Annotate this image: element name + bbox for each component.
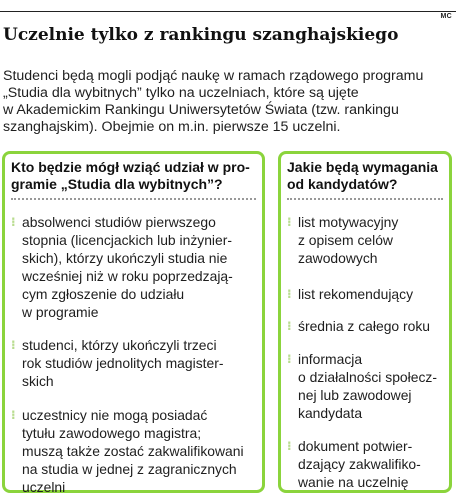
item-line: nej lub zawodowej (298, 387, 412, 403)
intro-line: w Akademickim Rankingu Uniwersytetów Świata (tzw. rankingu (3, 102, 399, 118)
eligibility-list (5, 213, 262, 496)
bullet-icon: ⁝ (11, 215, 16, 229)
list-item (287, 317, 445, 335)
item-line: cym zgłoszenie do udziału (22, 286, 185, 302)
bullet-icon: ⁝ (287, 319, 292, 333)
heading-line: gramie „Studia dla wybitnych”? (11, 176, 223, 192)
top-rule (0, 11, 456, 12)
item-line: z opisem celów (298, 232, 393, 248)
item-line: kandydata (298, 405, 363, 421)
heading-line: Kto będzie mógł wziąć udział w pro- (11, 159, 250, 175)
requirements-heading (287, 159, 443, 200)
item-line: w programie (22, 304, 99, 320)
bullet-icon: ⁝ (11, 408, 16, 422)
item-line: uczestnicy nie mogą posiadać (22, 407, 208, 423)
bullet-icon: ⁝ (287, 215, 292, 229)
intro-line: szanghajskim). Obejmie on m.in. pierwsze 15 uczelni. (3, 119, 341, 135)
item-line: dzający zakwalifiko- (298, 456, 421, 472)
heading-line: od kandydatów? (287, 176, 398, 192)
list-item (11, 406, 258, 496)
item-line: wanie na uczelnię (298, 474, 409, 490)
eligibility-panel (2, 151, 265, 493)
item-line: o działalności społecz- (298, 369, 437, 385)
item-line: list motywacyjny (298, 214, 399, 230)
item-line: wcześniej niż w roku poprzedzają- (22, 268, 233, 284)
item-line: uczelni (22, 479, 66, 495)
list-item (287, 285, 445, 303)
item-line: średnia z całego roku (298, 318, 431, 334)
item-line: list rekomendujący (298, 286, 414, 302)
eligibility-heading (11, 159, 256, 200)
item-line: absolwenci studiów pierwszego (22, 214, 216, 230)
item-line: stopnia (licencjackich lub inżynier- (22, 232, 232, 248)
intro-line: „Studia dla wybitnych” tylko na uczelniach, które są ujęte (3, 85, 359, 101)
list-item (287, 213, 445, 267)
intro-paragraph (3, 68, 448, 136)
list-item (11, 213, 258, 321)
item-line: tytułu zawodowego magistra; (22, 425, 202, 441)
requirements-list (281, 213, 449, 491)
list-item (287, 437, 445, 491)
item-line: skich (22, 373, 54, 389)
list-item (287, 350, 445, 422)
list-item (11, 336, 258, 390)
item-line: rok studiów jednolitych magister- (22, 355, 224, 371)
bullet-icon: ⁝ (287, 287, 292, 301)
item-line: skich), którzy ukończyli studia nie (22, 250, 228, 266)
publisher-mark: MC (440, 13, 452, 20)
item-line: zawodowych (298, 250, 378, 266)
heading-line: Jakie będą wymagania (287, 159, 438, 175)
bullet-icon: ⁝ (287, 352, 292, 366)
intro-line: Studenci będą mogli podjąć naukę w ramach rządowego programu (3, 68, 424, 84)
bullet-icon: ⁝ (287, 439, 292, 453)
bullet-icon: ⁝ (11, 338, 16, 352)
item-line: muszą także zostać zakwalifikowani (22, 443, 244, 459)
requirements-panel (278, 151, 452, 493)
article-title: Uczelnie tylko z rankingu szanghajskiego (3, 25, 399, 45)
item-line: studenci, którzy ukończyli trzeci (22, 337, 217, 353)
item-line: informacja (298, 351, 363, 367)
item-line: na studia w jednej z zagranicznych (22, 461, 237, 477)
item-line: dokument potwier- (298, 438, 413, 454)
